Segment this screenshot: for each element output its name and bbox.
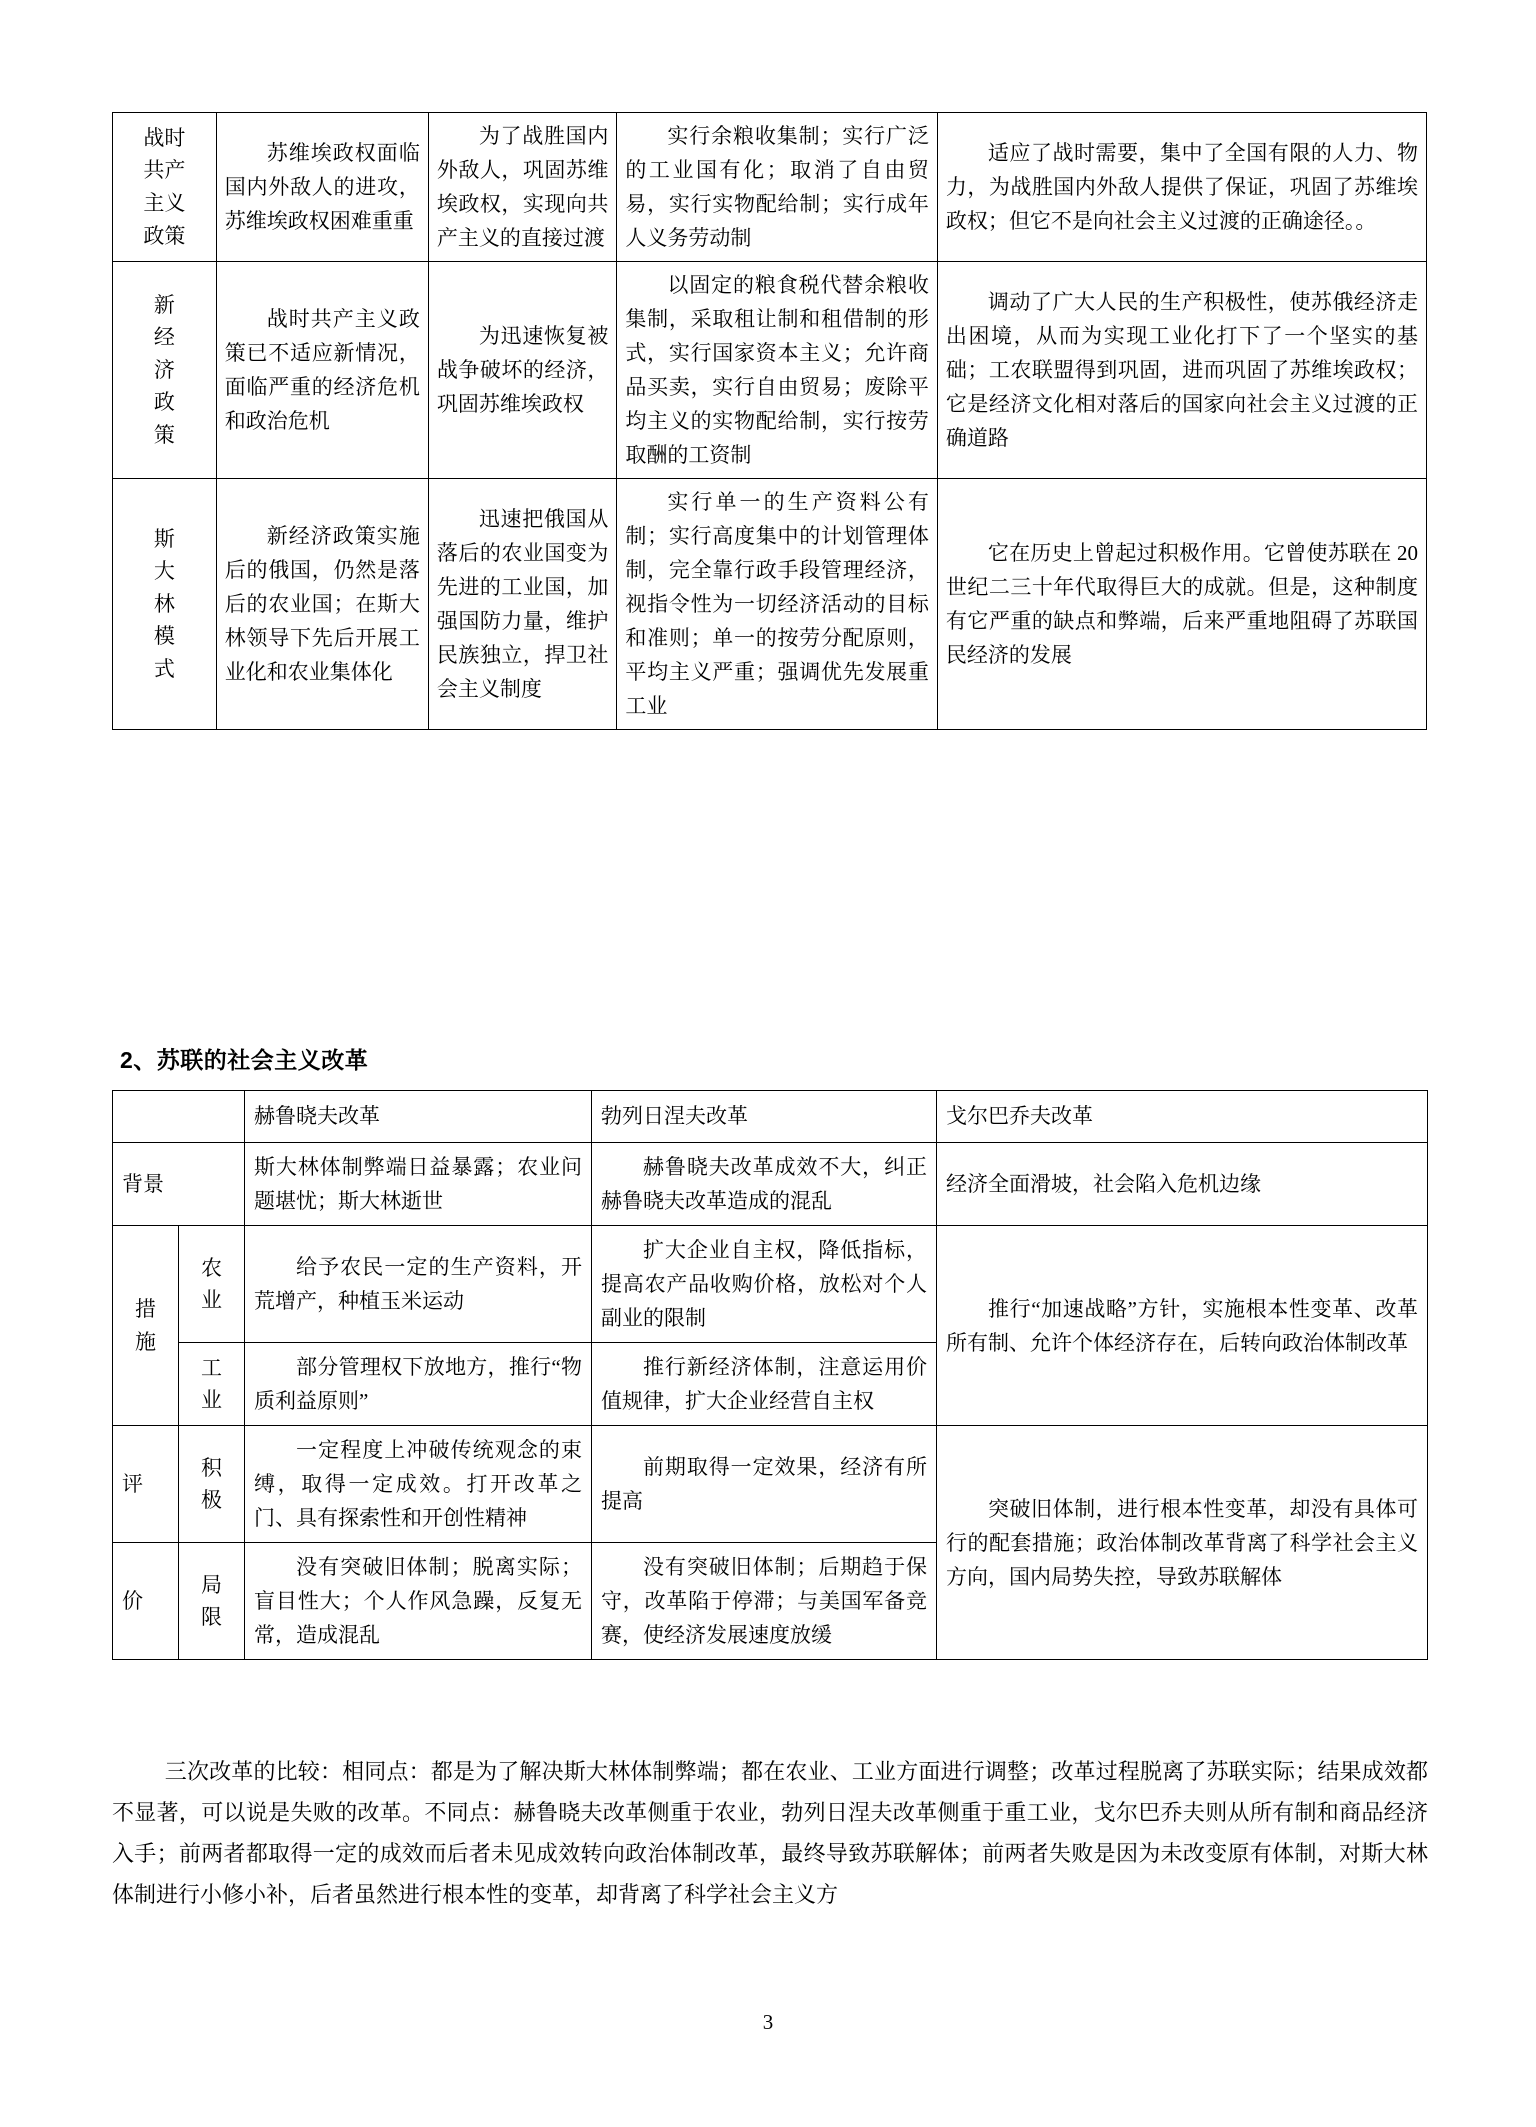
table-header-row <box>113 1091 1428 1143</box>
row-label-evaluation-positive <box>179 1426 245 1543</box>
corner-cell <box>113 1091 245 1143</box>
measures-agriculture-brezhnev: 扩大企业自主权，降低指标，提高农产品收购价格，放松对个人副业的限制 <box>592 1226 937 1343</box>
background-gorbachev: 经济全面滑坡，社会陷入危机边缘 <box>937 1143 1428 1226</box>
column-header-gorbachev: 戈尔巴乔夫改革 <box>937 1091 1428 1143</box>
policy-background-cell: 苏维埃政权面临国内外敌人的进攻，苏维埃政权困难重重 <box>216 113 428 262</box>
evaluation-limits-brezhnev: 没有突破旧体制；后期趋于保守，改革陷于停滞；与美国军备竞赛，使经济发展速度放缓 <box>592 1543 937 1660</box>
evaluation-positive-khrushchev: 一定程度上冲破传统观念的束缚，取得一定成效。打开改革之门、具有探索性和开创性精神 <box>245 1426 592 1543</box>
measures-industry-brezhnev: 推行新经济体制，注意运用价值规律，扩大企业经营自主权 <box>592 1343 937 1426</box>
measures-gorbachev: 推行“加速战略”方针，实施根本性变革、改革所有制、允许个体经济存在，后转向政治体制改革 <box>937 1226 1428 1426</box>
row-label-measures-industry <box>179 1343 245 1426</box>
policy-name-cell <box>113 113 217 262</box>
row-label-evaluation-top: 评 <box>113 1426 179 1543</box>
table-row <box>113 1143 1428 1226</box>
policy-name-cell <box>113 479 217 730</box>
row-label-agriculture-stack: 农 业 <box>201 1255 222 1313</box>
section-heading-number: 2、 <box>120 1047 157 1073</box>
policy-name-cell <box>113 262 217 479</box>
section-heading <box>112 1042 368 1075</box>
policy-name-stack: 斯 大 林 模 式 <box>153 526 175 682</box>
policy-content-cell: 以固定的粮食税代替余粮收集制，采取租让制和租借制的形式，实行国家资本主义；允许商品买卖，实行自由贸易；废除平均主义的实物配给制，实行按劳取酬的工资制 <box>617 262 938 479</box>
evaluation-limits-khrushchev: 没有突破旧体制；脱离实际；盲目性大；个人作风急躁，反复无常，造成混乱 <box>245 1543 592 1660</box>
evaluation-positive-brezhnev: 前期取得一定效果，经济有所提高 <box>592 1426 937 1543</box>
row-label-limits-stack: 局 限 <box>201 1572 222 1630</box>
table-row <box>113 479 1427 730</box>
socialist-exploration-table <box>112 112 1427 730</box>
column-header-brezhnev: 勃列日涅夫改革 <box>592 1091 937 1143</box>
policy-name-stack: 战时 共产 主义 政策 <box>143 125 186 248</box>
evaluation-gorbachev: 突破旧体制，进行根本性变革，却没有具体可行的配套措施；政治体制改革背离了科学社会主义方向，国内局势失控，导致苏联解体 <box>937 1426 1428 1660</box>
table-row <box>113 262 1427 479</box>
policy-evaluation-cell: 它在历史上曾起过积极作用。它曾使苏联在 20 世纪二三十年代取得巨大的成就。但是，这种制度有它严重的缺点和弊端，后来严重地阻碍了苏联国民经济的发展 <box>937 479 1426 730</box>
section-heading-title: 苏联的社会主义改革 <box>156 1047 369 1073</box>
policy-background-cell: 战时共产主义政策已不适应新情况，面临严重的经济危机和政治危机 <box>216 262 428 479</box>
policy-purpose-cell: 为迅速恢复被战争破坏的经济，巩固苏维埃政权 <box>428 262 617 479</box>
row-label-evaluation-bottom: 价 <box>113 1543 179 1660</box>
policy-purpose-cell: 为了战胜国内外敌人，巩固苏维埃政权，实现向共产主义的直接过渡 <box>428 113 617 262</box>
policy-content-cell: 实行余粮收集制；实行广泛的工业国有化；取消了自由贸易，实行实物配给制；实行成年人义务劳动制 <box>617 113 938 262</box>
policy-evaluation-cell: 调动了广大人民的生产积极性，使苏俄经济走出困境，从而为实现工业化打下了一个坚实的基础；工农联盟得到巩固，进而巩固了苏维埃政权；它是经济文化相对落后的国家向社会主义过渡的正确道路 <box>937 262 1426 479</box>
background-khrushchev: 斯大林体制弊端日益暴露；农业问题堪忧；斯大林逝世 <box>245 1143 592 1226</box>
summary-paragraph: 三次改革的比较：相同点：都是为了解决斯大林体制弊端；都在农业、工业方面进行调整；改革过程脱离了苏联实际；结果成效都不显著，可以说是失败的改革。不同点：赫鲁晓夫改革侧重于农业，勃列日涅夫改革侧重于重工业，戈尔巴乔夫则从所有制和商品经济入手；前两者都取得一定的成效而后者未见成效转向政治体制改革，最终导致苏联解体；前两者失败是因为未改变原有体制，对斯大林体制进行小修小补，后者虽然进行根本性的变革，却背离了科学社会主义方 <box>112 1759 1428 1907</box>
policy-background-cell: 新经济政策实施后的俄国，仍然是落后的农业国；在斯大林领导下先后开展工业化和农业集体化 <box>216 479 428 730</box>
row-label-measures-agriculture <box>179 1226 245 1343</box>
row-label-measures <box>113 1226 179 1426</box>
soviet-reform-table <box>112 1090 1428 1660</box>
background-brezhnev: 赫鲁晓夫改革成效不大，纠正赫鲁晓夫改革造成的混乱 <box>592 1143 937 1226</box>
policy-evaluation-cell: 适应了战时需要，集中了全国有限的人力、物力，为战胜国内外敌人提供了保证，巩固了苏维埃政权；但它不是向社会主义过渡的正确途径。。 <box>937 113 1426 262</box>
measures-industry-khrushchev: 部分管理权下放地方，推行“物质利益原则” <box>245 1343 592 1426</box>
measures-agriculture-khrushchev: 给予农民一定的生产资料，开荒增产，种植玉米运动 <box>245 1226 592 1343</box>
policy-name-stack: 新 经 济 政 策 <box>153 292 175 447</box>
table-row <box>113 1226 1428 1343</box>
row-label-measures-stack: 措 施 <box>135 1297 156 1354</box>
policy-content-cell: 实行单一的生产资料公有制；实行高度集中的计划管理体制，完全靠行政手段管理经济，视指令性为一切经济活动的目标和准则；单一的按劳分配原则，平均主义严重；强调优先发展重工业 <box>617 479 938 730</box>
row-label-evaluation-limits <box>179 1543 245 1660</box>
row-label-background: 背景 <box>113 1143 245 1226</box>
row-label-industry-stack: 工 业 <box>201 1355 222 1413</box>
table-row <box>113 113 1427 262</box>
page-number: 3 <box>762 2010 774 2034</box>
table-row <box>113 1426 1428 1543</box>
column-header-khrushchev: 赫鲁晓夫改革 <box>245 1091 592 1143</box>
row-label-positive-stack: 积 极 <box>201 1455 222 1513</box>
policy-purpose-cell: 迅速把俄国从落后的农业国变为先进的工业国，加强国防力量，维护民族独立，捍卫社会主义制度 <box>428 479 617 730</box>
